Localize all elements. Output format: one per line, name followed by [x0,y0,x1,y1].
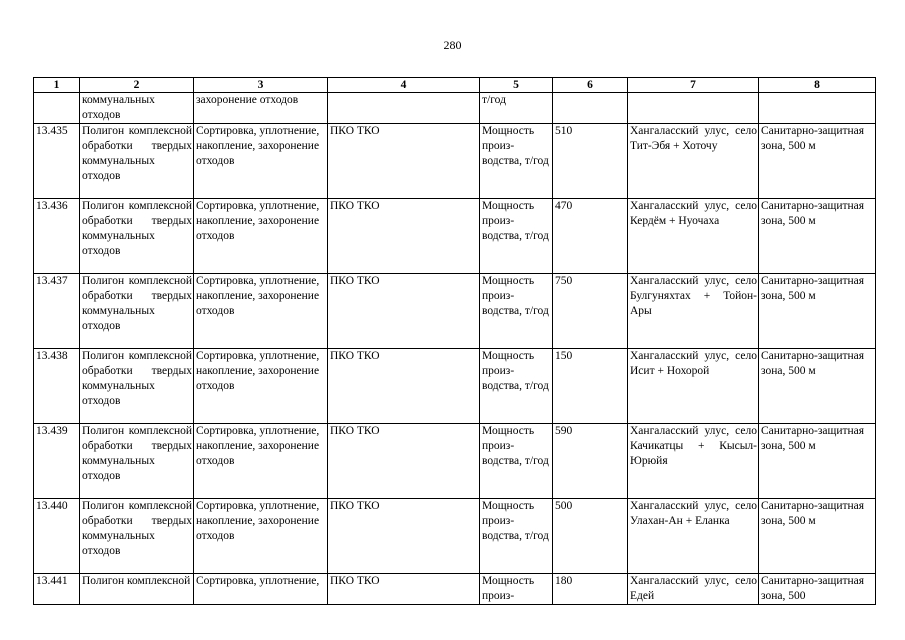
cell-name: Полигон комплексной обработки твердых коммунальных отходов [80,124,194,199]
table-row [34,574,876,605]
cell-num: 13.441 [34,574,80,605]
cell-activity: Сортировка, уплотнение, накопление, захоронение отходов [194,124,328,199]
table-row [34,424,876,499]
header-col-2: 2 [80,78,194,93]
cell-capacity-label: Мощность произ-водства, т/год [480,274,553,349]
cell-capacity: 500 [553,499,628,574]
cell-type: ПКО ТКО [328,349,480,424]
cell-activity: Сортировка, уплотнение, накопление, захоронение отходов [194,424,328,499]
cell-type: ПКО ТКО [328,199,480,274]
cell-activity: Сортировка, уплотнение, накопление, захоронение отходов [194,499,328,574]
cell-zone: Санитарно-защитная зона, 500 [759,574,876,605]
table-row [34,499,876,574]
cell-type [328,93,480,124]
page-number: 280 [443,38,462,52]
cell-capacity: 750 [553,274,628,349]
cell-num [34,93,80,124]
header-col-8: 8 [759,78,876,93]
cell-name: Полигон комплексной обработки твердых коммунальных отходов [80,199,194,274]
cell-capacity-label: т/год [480,93,553,124]
cell-name: Полигон комплексной обработки твердых коммунальных отходов [80,499,194,574]
cell-capacity: 150 [553,349,628,424]
table-row [34,274,876,349]
cell-capacity-label: Мощность произ- [480,574,553,605]
header-col-1: 1 [34,78,80,93]
cell-zone: Санитарно-защитная зона, 500 м [759,124,876,199]
cell-zone [759,93,876,124]
cell-capacity: 510 [553,124,628,199]
cell-name: Полигон комплексной обработки твердых коммунальных отходов [80,274,194,349]
cell-activity: Сортировка, уплотнение, накопление, захоронение отходов [194,199,328,274]
cell-capacity-label: Мощность произ-водства, т/год [480,199,553,274]
header-col-6: 6 [553,78,628,93]
cell-zone: Санитарно-защитная зона, 500 м [759,199,876,274]
table-row [34,124,876,199]
cell-capacity: 470 [553,199,628,274]
cell-zone: Санитарно-защитная зона, 500 м [759,274,876,349]
cell-type: ПКО ТКО [328,499,480,574]
cell-num: 13.438 [34,349,80,424]
cell-capacity-label: Мощность произ-водства, т/год [480,424,553,499]
header-row [34,78,876,93]
cell-zone: Санитарно-защитная зона, 500 м [759,349,876,424]
cell-num: 13.437 [34,274,80,349]
cell-zone: Санитарно-защитная зона, 500 м [759,424,876,499]
cell-capacity [553,93,628,124]
cell-activity: Сортировка, уплотнение, накопление, захоронение отходов [194,349,328,424]
cell-type: ПКО ТКО [328,274,480,349]
cell-num: 13.440 [34,499,80,574]
cell-location: Хангаласский улус, село Улахан-Ан + Еланка [628,499,759,574]
cell-type: ПКО ТКО [328,424,480,499]
cell-zone: Санитарно-защитная зона, 500 м [759,499,876,574]
cell-name: Полигон комплексной обработки твердых коммунальных отходов [80,424,194,499]
cell-type: ПКО ТКО [328,124,480,199]
cell-num: 13.439 [34,424,80,499]
cell-capacity: 590 [553,424,628,499]
continued-row [34,93,876,124]
cell-location: Хангаласский улус, село Качикатцы + Кысыл- Юрюйя [628,424,759,499]
cell-capacity-label: Мощность произ-водства, т/год [480,124,553,199]
cell-location: Хангаласский улус, село Едей [628,574,759,605]
cell-activity: Сортировка, уплотнение, накопление, захоронение отходов [194,274,328,349]
header-col-4: 4 [328,78,480,93]
table-row [34,199,876,274]
waste-facilities-table [33,77,876,605]
cell-activity: захоронение отходов [194,93,328,124]
cell-capacity-label: Мощность произ-водства, т/год [480,349,553,424]
cell-location: Хангаласский улус, село Кердём + Нуочаха [628,199,759,274]
cell-location: Хангаласский улус, село Булгуняхтах + Тойон-Ары [628,274,759,349]
table-row [34,349,876,424]
cell-name: коммунальных отходов [80,93,194,124]
cell-location: Хангаласский улус, село Исит + Нохорой [628,349,759,424]
header-col-7: 7 [628,78,759,93]
cell-location: Хангаласский улус, село Тит-Эбя + Хоточу [628,124,759,199]
header-col-3: 3 [194,78,328,93]
cell-capacity: 180 [553,574,628,605]
cell-activity: Сортировка, уплотнение, [194,574,328,605]
cell-location [628,93,759,124]
header-col-5: 5 [480,78,553,93]
cell-num: 13.436 [34,199,80,274]
cell-name: Полигон комплексной обработки твердых коммунальных отходов [80,349,194,424]
cell-type: ПКО ТКО [328,574,480,605]
cell-num: 13.435 [34,124,80,199]
cell-capacity-label: Мощность произ-водства, т/год [480,499,553,574]
cell-name: Полигон комплексной [80,574,194,605]
